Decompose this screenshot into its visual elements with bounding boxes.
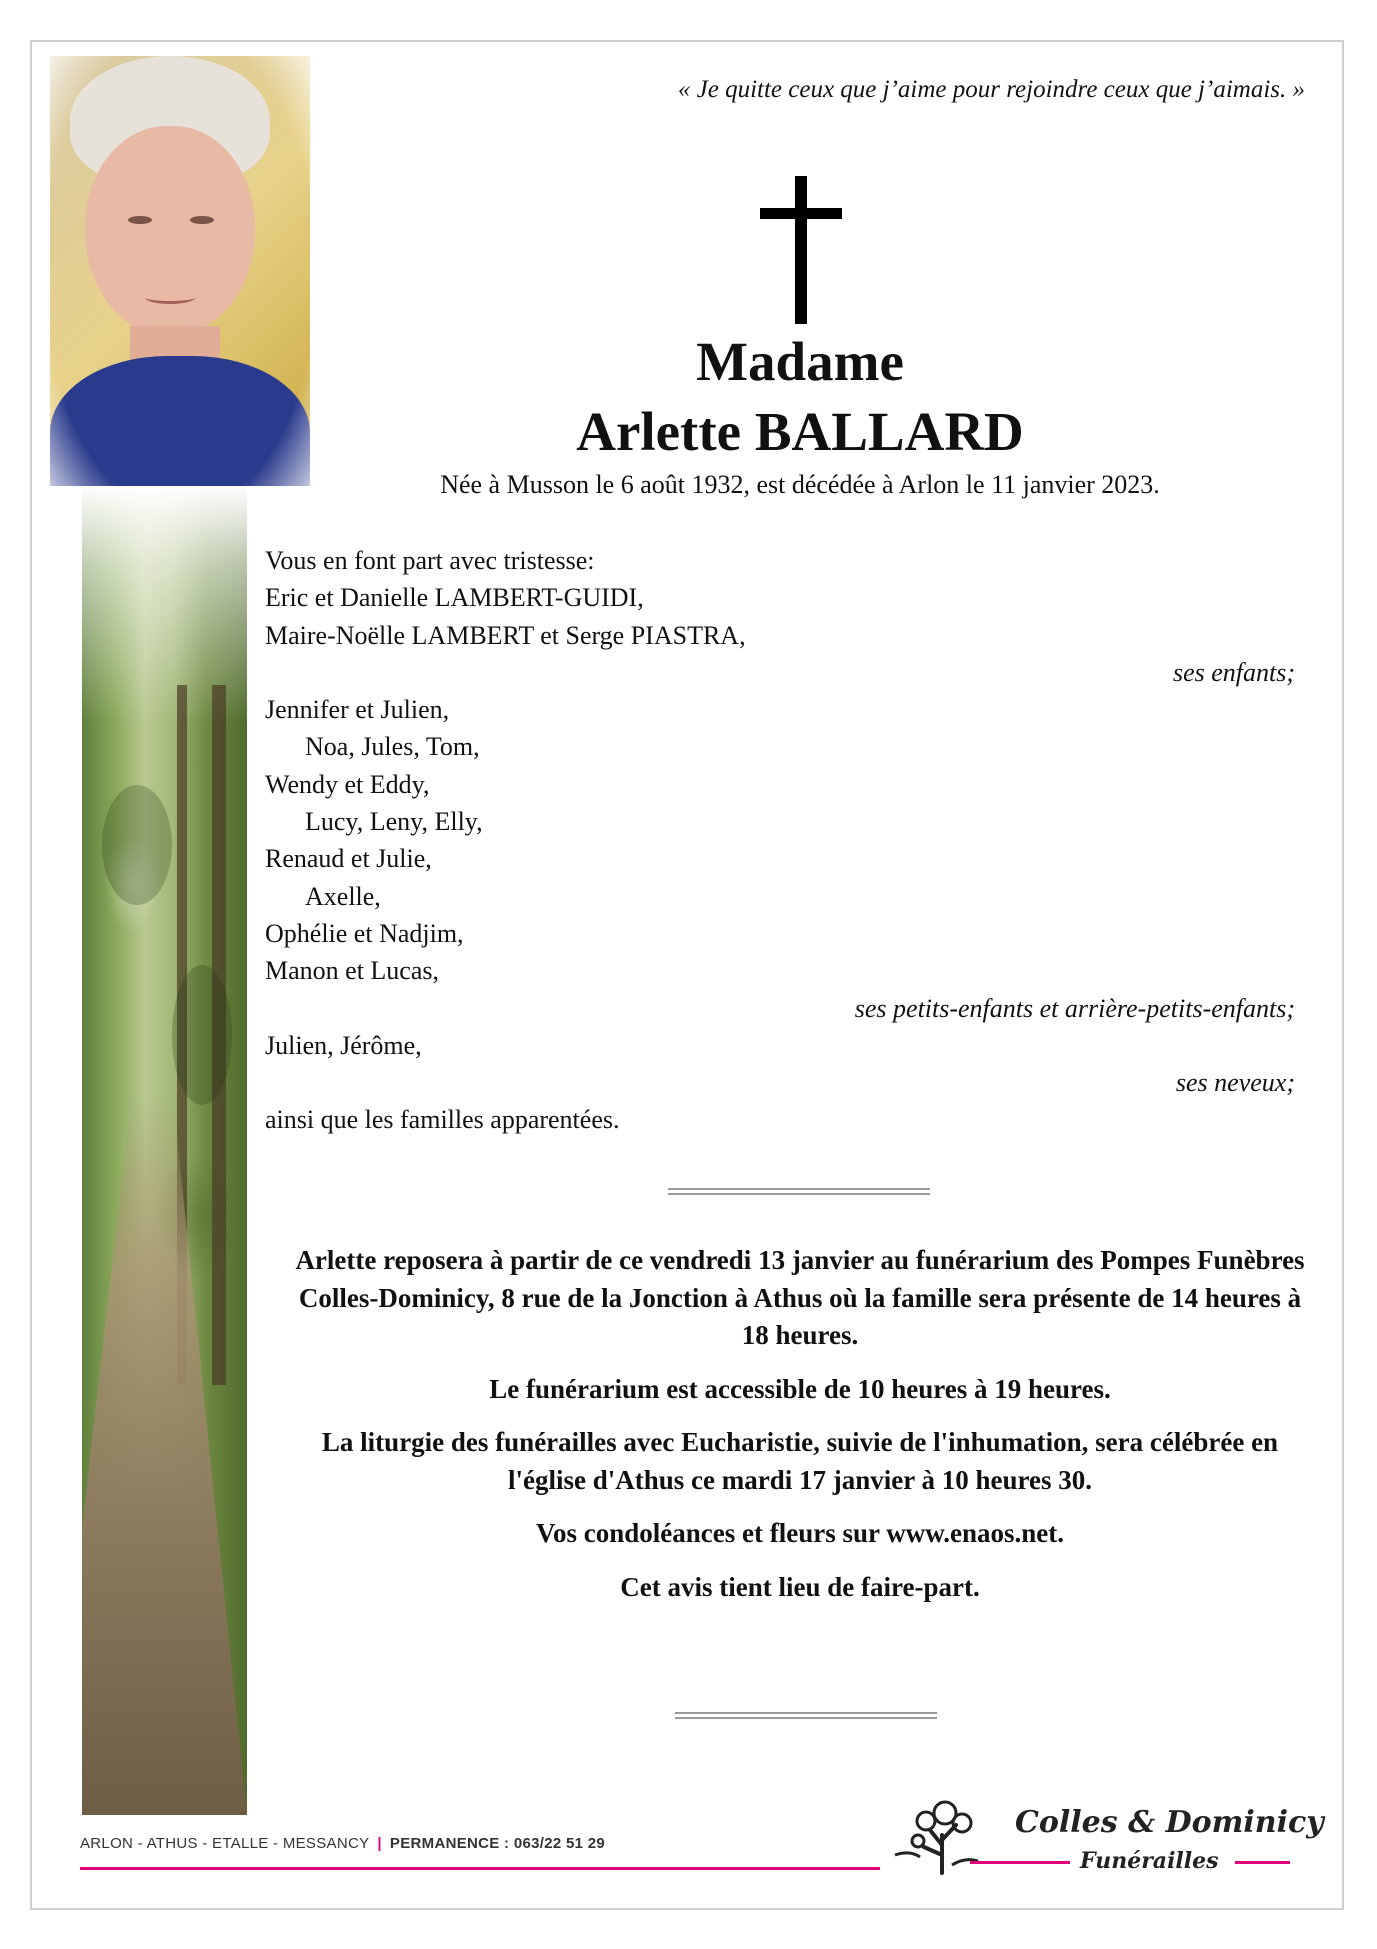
cross-icon [760, 176, 840, 324]
honorific: Madame [696, 331, 904, 392]
forest-path-image [82, 485, 247, 1815]
family-closing: ainsi que les familles apparentées. [265, 1105, 620, 1135]
deceased-name: Arlette BALLARD [576, 401, 1024, 462]
family-grandchild: Renaud et Julie, [265, 844, 432, 874]
role-nephews: ses neveux; [1175, 1068, 1295, 1098]
family-great-grandchild: Lucy, Leny, Elly, [305, 807, 483, 837]
family-intro: Vous en font part avec tristesse: [265, 546, 595, 575]
logo-accent-line [1235, 1861, 1290, 1864]
portrait-eye [128, 216, 152, 224]
details-condolences: Vos condoléances et fleurs sur www.enaos.net. [535, 1518, 1064, 1548]
footer-contact [80, 1835, 605, 1852]
logo-accent-line [970, 1861, 1070, 1864]
portrait-eye [190, 216, 214, 224]
footer-locations: ARLON - ATHUS - ETALLE - MESSANCY [80, 1835, 370, 1852]
details-hours: Le funérarium est accessible de 10 heures à 19 heures. [489, 1373, 1111, 1404]
logo-subtitle: Funérailles [1080, 1848, 1219, 1874]
role-children: ses enfants; [1172, 657, 1295, 687]
portrait-photo [50, 56, 310, 486]
details-liturgy: La liturgie des funérailles avec Eucharistie, suivie de l'inhumation, sera célébrée en l'église d'Athus ce mardi 17 janvier à 10 heures 30. [321, 1427, 1279, 1495]
portrait-mouth [145, 291, 195, 304]
family-great-grandchild: Axelle, [305, 881, 381, 911]
family-child: Maire-Noëlle LAMBERT et Serge PIASTRA, [265, 620, 746, 650]
footer-separator: | [377, 1835, 382, 1852]
family-grandchild: Jennifer et Julien, [265, 695, 450, 725]
role-grandchildren: ses petits-enfants et arrière-petits-enfants; [854, 993, 1295, 1023]
family-grandchild: Manon et Lucas, [265, 956, 440, 986]
family-grandchild: Wendy et Eddy, [265, 769, 430, 799]
divider [668, 1188, 930, 1195]
family-nephews: Julien, Jérôme, [265, 1030, 422, 1060]
family-grandchild: Ophélie et Nadjim, [265, 918, 464, 948]
family-great-grandchild: Noa, Jules, Tom, [305, 732, 480, 762]
footer-accent-line [80, 1867, 880, 1870]
company-logo [890, 1795, 1324, 1875]
footer-permanence: PERMANENCE : 063/22 51 29 [389, 1835, 605, 1852]
portrait-face [85, 126, 255, 336]
details-notice: Cet avis tient lieu de faire-part. [620, 1571, 980, 1602]
family-child: Eric et Danielle LAMBERT-GUIDI, [265, 583, 644, 613]
portrait-dress [50, 356, 310, 486]
details-visitation: Arlette reposera à partir de ce vendredi 13 janvier au funérarium des Pompes Funèbres Colles-Dominicy, 8 rue de la Jonction à Athus où la famille sera présente de 14 heures à 18 heures. [295, 1245, 1305, 1350]
logo-brand: Colles & Dominicy [1015, 1805, 1324, 1840]
birth-death-line: Née à Musson le 6 août 1932, est décédée à Arlon le 11 janvier 2023. [440, 470, 1160, 499]
foliage-shade [172, 965, 232, 1105]
foliage-shade [102, 785, 172, 905]
divider [675, 1712, 937, 1719]
family-list [265, 542, 1295, 1139]
epitaph-quote: « Je quitte ceux que j’aime pour rejoindre ceux que j’aimais. » [677, 76, 1305, 103]
funeral-details [290, 1242, 1310, 1622]
